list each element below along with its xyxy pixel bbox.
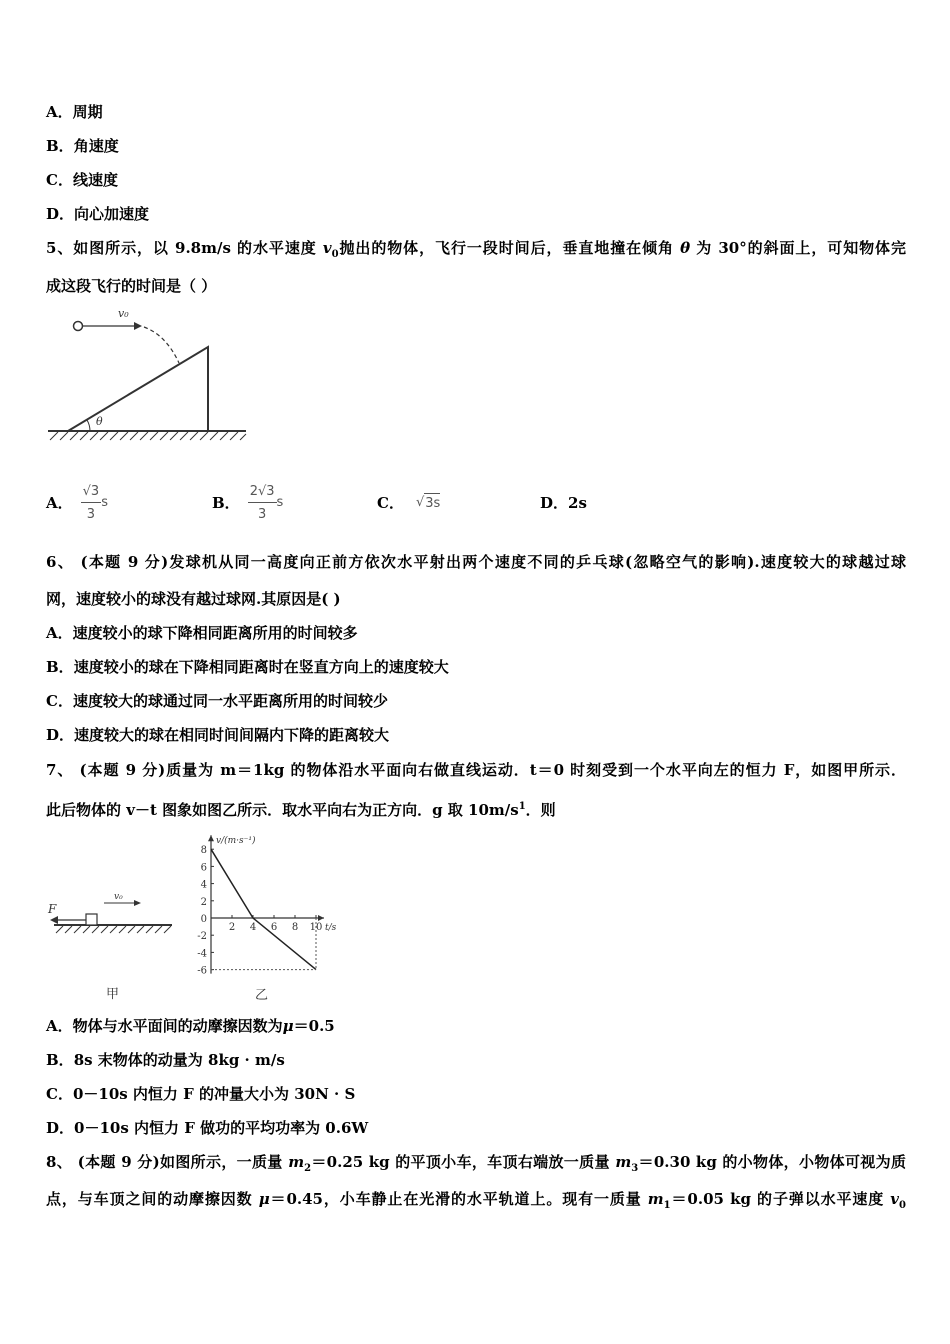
q7-figure-jia: [46, 885, 181, 1005]
q6-option-d: D．速度较大的球在相同时间间隔内下降的距离较大: [46, 726, 390, 744]
force-arrowhead: [50, 916, 58, 924]
caption-jia: 甲: [106, 987, 120, 1002]
q4-option-b: B．角速度: [46, 137, 119, 155]
q7-option-c: C．0－10s 内恒力 F 的冲量大小为 30N · S: [46, 1085, 356, 1103]
q7-option-a: A．物体与水平面间的动摩擦因数为μ＝0.5: [46, 1017, 335, 1035]
angle-arc: [87, 420, 90, 431]
theta-label: θ: [96, 415, 103, 428]
x-tick-label: 8: [291, 922, 299, 933]
x-tick-label: 6: [270, 922, 278, 933]
q7-option-d: D．0－10s 内恒力 F 做功的平均功率为 0.6W: [46, 1119, 369, 1137]
y-tick-label: -6: [197, 965, 207, 977]
q8-stem-line1: 8、 (本题 9 分)如图所示，一质量 $m_2=0.25$ kg 的平顶小车，车顶右端放一质量 $m_3=0.30$ kg 的小物体，小物体可视为质: [46, 1153, 906, 1174]
y-tick-label: -4: [197, 948, 207, 960]
x-tick-label: 2: [228, 922, 236, 933]
velocity-arrowhead: [134, 322, 142, 330]
q7-option-b: B．8s 末物体的动量为 8kg · m/s: [46, 1051, 285, 1069]
y-tick-label: 0: [200, 914, 207, 925]
q5-option-d: D．2s: [540, 494, 587, 512]
q5-stem-line2: 成这段飞行的时间是（ ）: [46, 277, 217, 295]
force-label: F: [48, 902, 57, 916]
y-tick-label: 4: [200, 879, 207, 891]
y-tick-label: 2: [200, 896, 207, 908]
q6-stem-line2: 网，速度较小的球没有越过球网.其原因是( ): [46, 590, 341, 608]
y-axis-label: v/(m·s⁻¹): [216, 836, 256, 847]
ground-hatching: [48, 431, 246, 440]
y-tick-label: 6: [200, 862, 207, 874]
x-tick-label: 10: [309, 922, 323, 933]
v0-label: v₀: [118, 307, 129, 320]
y-tick-label: -2: [197, 931, 207, 943]
y-tick-label: 8: [200, 845, 207, 857]
q5-option-a-fraction: $\frac{√3}{3}$: [82, 483, 100, 522]
q5-option-b-fraction: $\frac{2√3}{3}$: [249, 483, 275, 522]
v0-arrowhead: [134, 900, 141, 906]
q7-stem-line1: 7、 (本题 9 分)质量为 m＝1kg 的物体沿水平面向右做直线运动．t＝0 时刻受到一个水平向左的恒力 F，如图甲所示．: [46, 761, 906, 779]
q5-option-c: C． √ 3s: [377, 494, 441, 512]
q8-stem-line2: 点，与车顶之间的动摩擦因数 μ＝0.45，小车静止在光滑的水平轨道上。现有一质量 $m_1=0.05$ kg 的子弹以水平速度 $v_0$: [46, 1190, 906, 1211]
q5-figure: [46, 305, 251, 445]
q5-stem-line1: 5、如图所示，以 9.8m/s 的水平速度 $v_0$抛出的物体，飞行一段时间后，垂直地撞在倾角 θ 为 30°的斜面上，可知物体完: [46, 239, 906, 260]
caption-yi: 乙: [255, 988, 269, 1003]
q6-option-c: C．速度较大的球通过同一水平距离所用的时间较少: [46, 692, 388, 710]
q4-option-a: A．周期: [46, 103, 103, 121]
q5-option-a: A． $\frac{√3}{3}$ s: [46, 483, 108, 523]
q4-option-d: D．向心加速度: [46, 205, 150, 223]
x-axis-label: t/s: [325, 923, 337, 933]
x-axis-arrowhead: [318, 915, 324, 921]
q6-stem-line1: 6、 (本题 9 分)发球机从同一高度向正前方依次水平射出两个速度不同的乒乓球(忽略空气的影响).速度较大的球越过球: [46, 553, 906, 571]
x-tick-label: 4: [249, 922, 257, 933]
ball: [74, 322, 83, 331]
q7-stem-line2: 此后物体的 v－t 图象如图乙所示．取水平向右为正方向．g 取 $10m/s^1$．则: [46, 801, 556, 819]
q6-option-b: B．速度较小的球在下降相同距离时在竖直方向上的速度较大: [46, 658, 449, 676]
q6-option-a: A．速度较小的球下降相同距离所用的时间较多: [46, 624, 358, 642]
velocity-line: [211, 849, 316, 969]
y-axis-arrowhead: [208, 835, 214, 841]
v0-label: v₀: [114, 892, 123, 902]
q5-option-b: B． $\frac{2√3}{3}$ s: [212, 483, 283, 523]
trajectory: [144, 327, 179, 363]
q7-vt-chart: [185, 826, 345, 1006]
q4-option-c: C．线速度: [46, 171, 118, 189]
block: [86, 914, 97, 925]
incline: [68, 347, 208, 431]
